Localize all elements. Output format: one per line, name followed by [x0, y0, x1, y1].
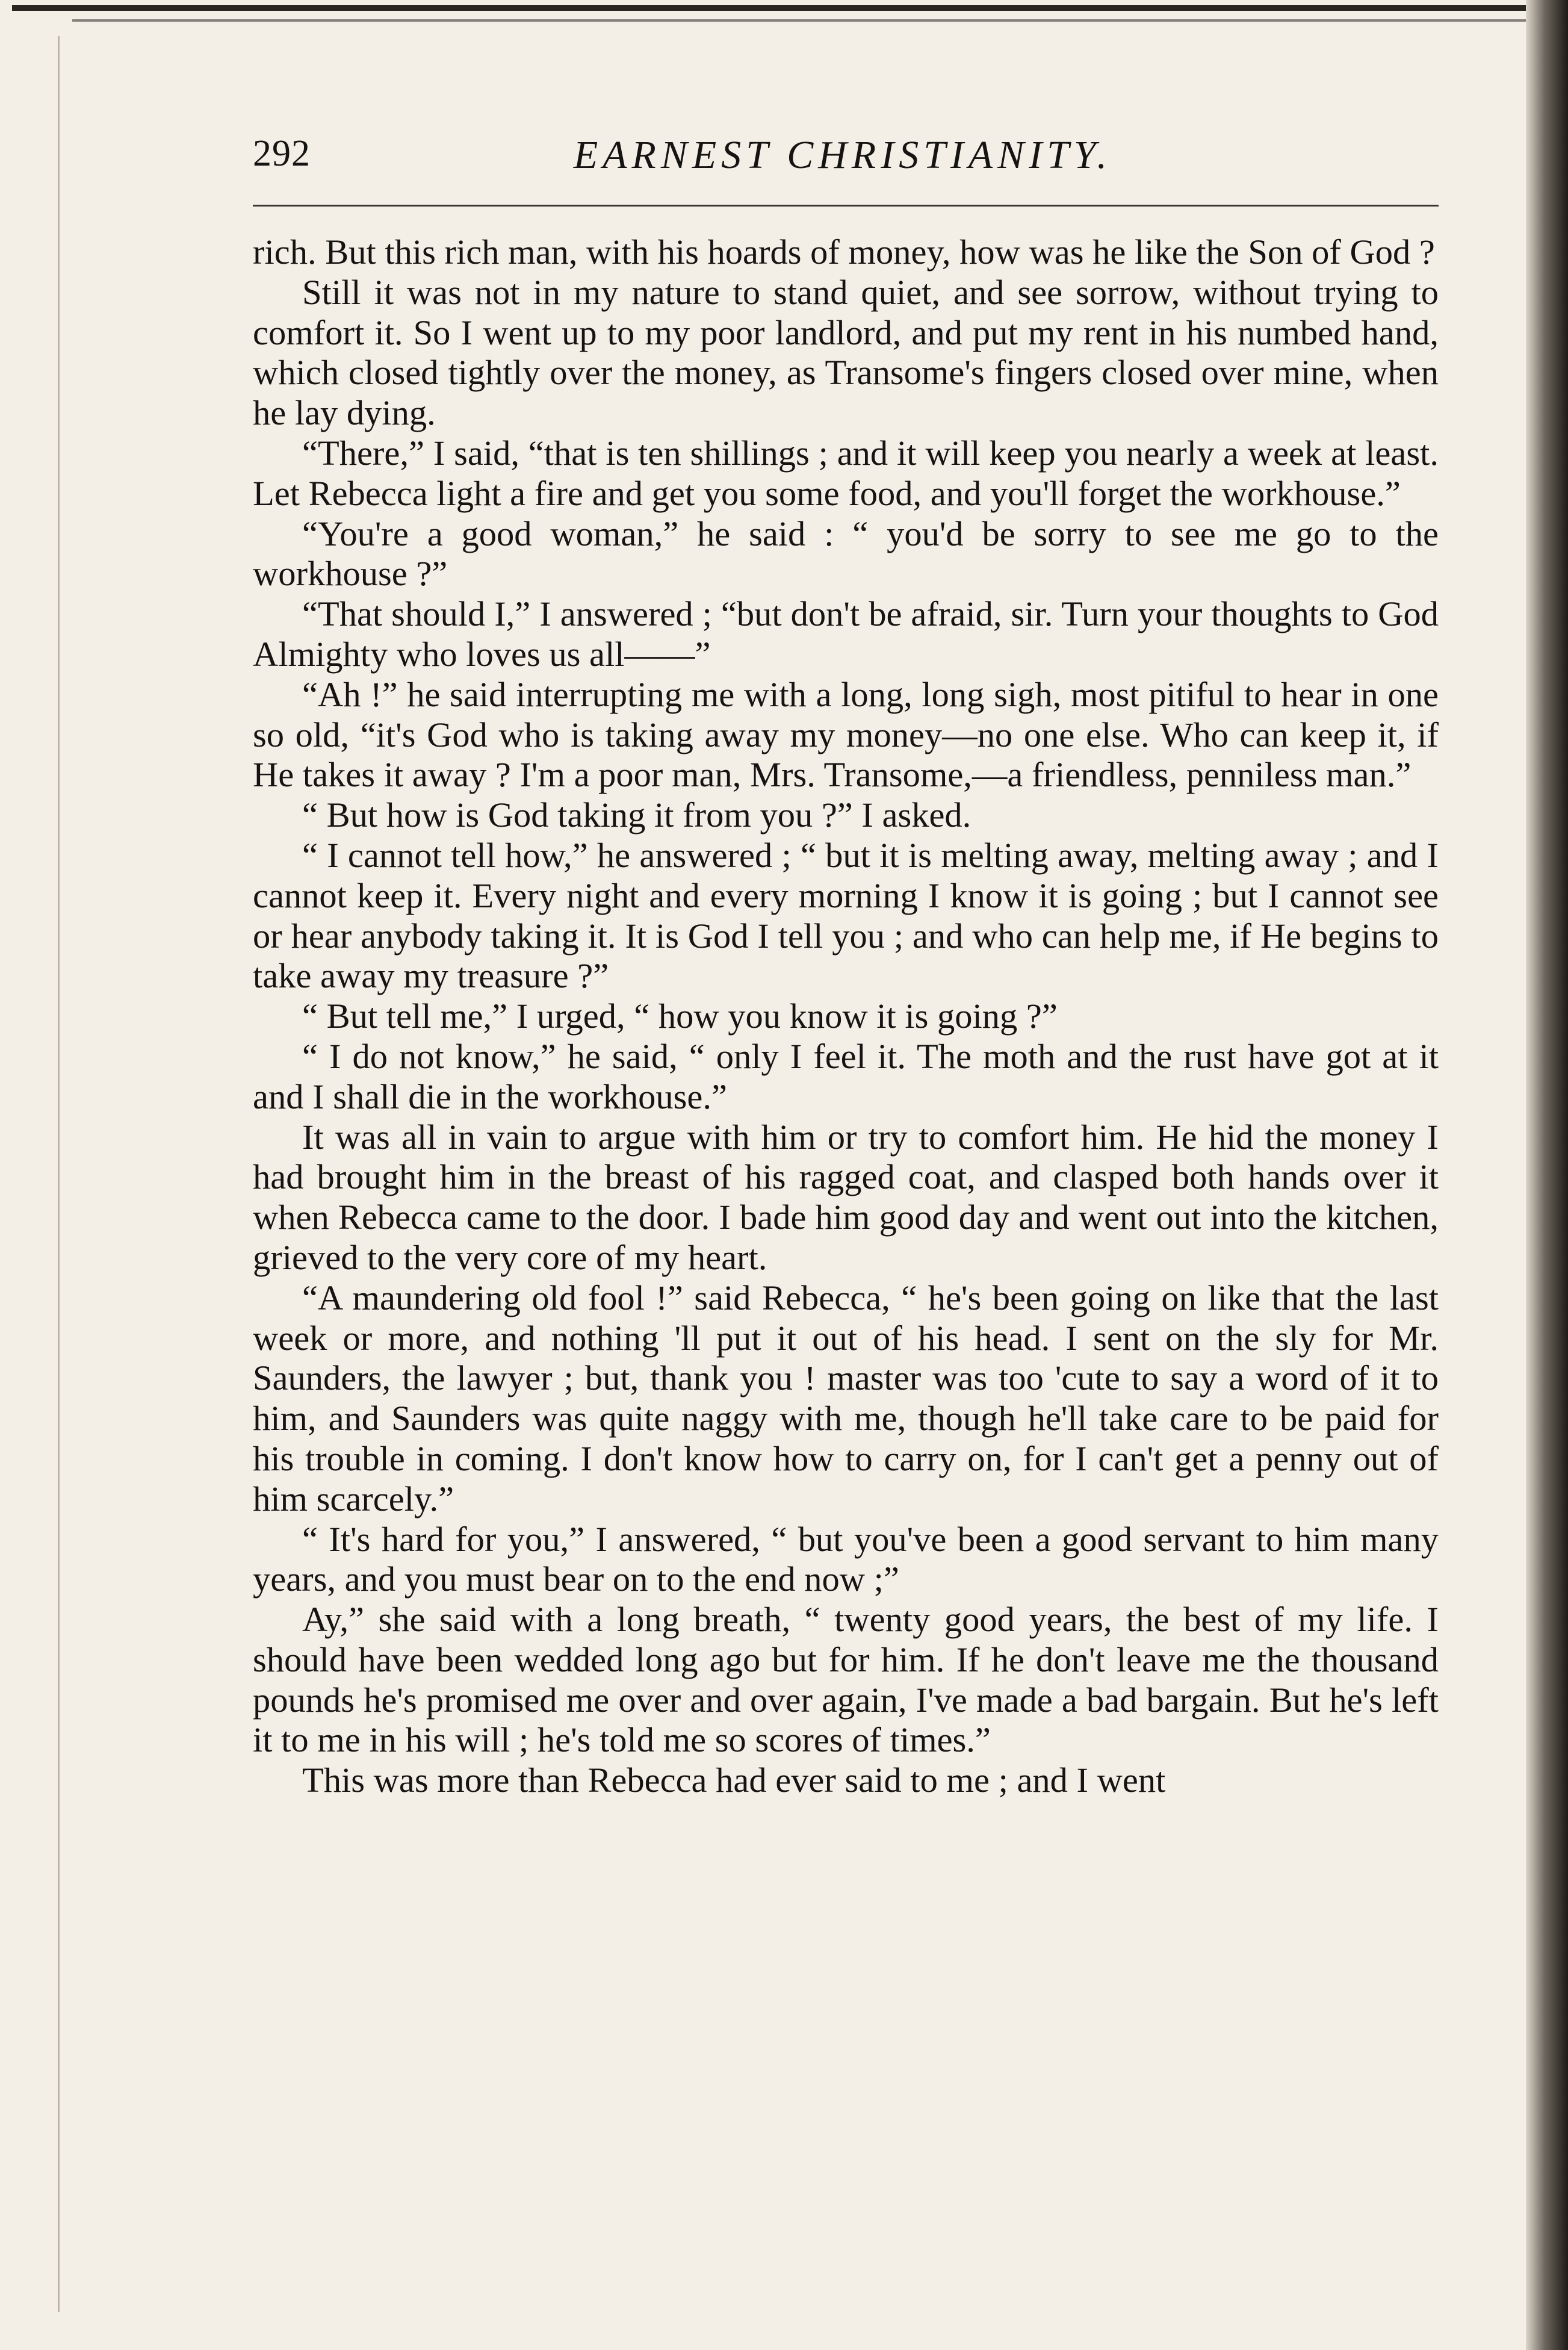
paragraph-12: “A maundering old fool !” said Rebecca, “ he's been going on like that the last week or more, and nothing 'll put it out of his head. I sent on the sly for Mr. Saunders, the lawyer ; but, thank you ! master was too 'cute to say a word of it to him, and Saunders was quite naggy with me, though he'll take care to be paid for his trouble in coming. I don't know how to carry on, for I can't get a penny out of him scarcely.” [253, 1278, 1439, 1518]
paragraph-5: “That should I,” I answered ; “but don't be afraid, sir. Turn your thoughts to God Almighty who loves us all——” [253, 594, 1439, 674]
scan-top-rule [72, 19, 1547, 22]
paragraph-1: rich. But this rich man, with his hoards of money, how was he like the Son of God ? [253, 232, 1435, 272]
paragraph-10: “ I do not know,” he said, “ only I feel it. The moth and the rust have got at it and I shall die in the workhouse.” [253, 1036, 1439, 1116]
paragraph-9: “ But tell me,” I urged, “ how you know it is going ?” [302, 996, 1058, 1036]
scan-top-edge [12, 5, 1553, 11]
paragraph-7: “ But how is God taking it from you ?” I asked. [302, 795, 971, 835]
body-text [253, 232, 1439, 1801]
page-header [253, 128, 1439, 182]
paragraph-2: Still it was not in my nature to stand quiet, and see sorrow, without trying to comfort it. So I went up to my poor landlord, and put my rent in his numbed hand, which closed tightly over the money, as Transome's fingers closed over mine, when he lay dying. [253, 272, 1439, 433]
page-number: 292 [253, 133, 311, 174]
scan-right-edge [1526, 0, 1568, 2350]
header-rule [253, 205, 1439, 207]
running-title: EARNEST CHRISTIANITY. [573, 133, 1112, 177]
scan-left-edge [58, 36, 60, 2312]
paragraph-15: This was more than Rebecca had ever said to me ; and I went [302, 1761, 1166, 1800]
paragraph-11: It was all in vain to argue with him or try to comfort him. He hid the money I had brought him in the breast of his ragged coat, and clasped both hands over it when Rebecca came to the door. I bade him good day and went out into the kitchen, grieved to the very core of my heart. [253, 1117, 1439, 1277]
paragraph-3: “There,” I said, “that is ten shillings ; and it will keep you nearly a week at least. Let Rebecca light a fire and get you some food, and you'll forget the workhouse.” [253, 433, 1439, 513]
paragraph-4: “You're a good woman,” he said : “ you'd be sorry to see me go to the workhouse ?” [253, 514, 1439, 594]
paragraph-14: Ay,” she said with a long breath, “ twenty good years, the best of my life. I should have been wedded long ago but for him. If he don't leave me the thousand pounds he's promised me over and over again, I've made a bad bargain. But he's left it to me in his will ; he's told me so scores of times.” [253, 1600, 1439, 1760]
paragraph-13: “ It's hard for you,” I answered, “ but you've been a good servant to him many years, and you must bear on to the end now ;” [253, 1519, 1439, 1599]
paragraph-8: “ I cannot tell how,” he answered ; “ but it is melting away, melting away ; and I cannot keep it. Every night and every morning I know it is going ; but I cannot see or hear anybody taking it. It is God I tell you ; and who can help me, if He begins to take away my treasure ?” [253, 835, 1439, 996]
paragraph-6: “Ah !” he said interrupting me with a long, long sigh, most pitiful to hear in one so old, “it's God who is taking away my money—no one else. Who can keep it, if He takes it away ? I'm a poor man, Mrs. Transome,—a friendless, penniless man.” [253, 674, 1439, 795]
